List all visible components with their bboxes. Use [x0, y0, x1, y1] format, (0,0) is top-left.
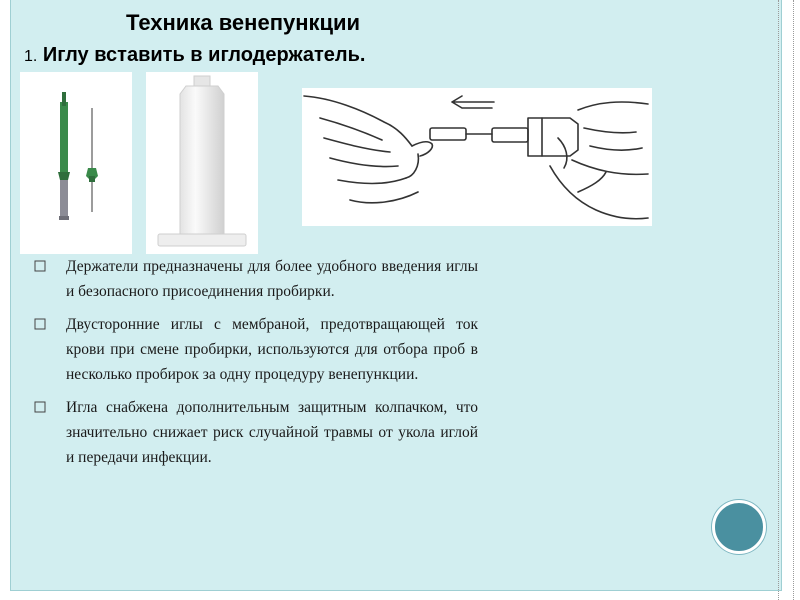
bullet-text: Держатели предназначены для более удобного введения иглы и безопасного присоединения пробирки. — [66, 258, 478, 300]
bullet-icon — [34, 401, 46, 413]
bullet-icon — [34, 318, 46, 330]
step-text: Иглу вставить в иглодержатель. — [42, 44, 366, 66]
bullet-text: Игла снабжена дополнительным защитным колпачком, что значительно снижает риск случайной травмы от укола иглой и передачи инфекции. — [66, 399, 478, 466]
list-item — [34, 312, 478, 387]
needle-image — [20, 72, 132, 254]
holder-image — [146, 72, 258, 254]
slide-title: Техника венепункции — [126, 10, 361, 35]
bullet-text: Двусторонние иглы с мембраной, предотвращающей ток крови при смене пробирки, используются для отбора проб в несколько пробирок за одну процедуру венепункции. — [66, 316, 478, 383]
step-number: 1. — [24, 48, 38, 65]
step-heading — [24, 44, 365, 67]
needle-insertion-illustration-icon — [302, 88, 652, 226]
list-item — [34, 254, 478, 304]
needle-holder-icon — [146, 72, 258, 254]
decorative-circle — [712, 500, 766, 554]
list-item — [34, 395, 478, 470]
bullet-list — [34, 254, 478, 478]
decorative-border — [778, 0, 794, 600]
double-ended-needle-icon — [20, 72, 132, 254]
bullet-icon — [34, 260, 46, 272]
hands-illustration — [302, 88, 652, 226]
